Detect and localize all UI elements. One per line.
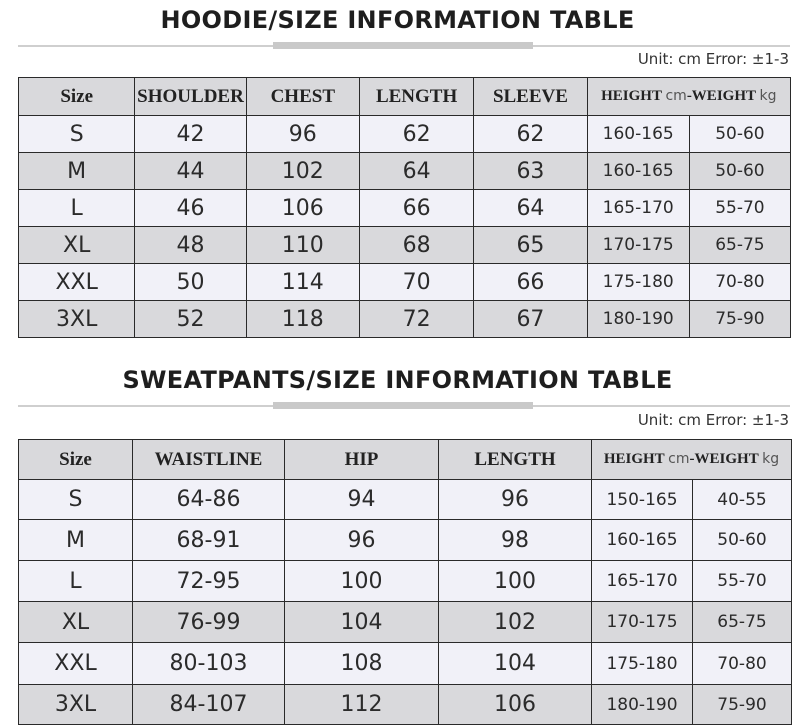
cell-hip: 94 [285, 480, 439, 520]
table-row [19, 227, 791, 264]
header-shoulder: SHOULDER [135, 78, 246, 116]
cell-weight: 70-80 [689, 264, 790, 301]
cell-shoulder: 52 [135, 301, 246, 338]
table-row [19, 190, 791, 227]
cell-height: 160-165 [587, 116, 689, 153]
cell-hip: 112 [285, 685, 439, 725]
cell-weight: 75-90 [689, 301, 790, 338]
cell-size: S [19, 116, 135, 153]
cell-size: M [19, 520, 133, 561]
cell-size: L [19, 190, 135, 227]
header-size: Size [19, 440, 133, 480]
cell-hip: 108 [285, 643, 439, 685]
cell-height: 175-180 [587, 264, 689, 301]
table-row [19, 643, 792, 685]
cell-hip: 96 [285, 520, 439, 561]
cell-weight: 65-75 [693, 602, 792, 643]
cell-sleeve: 66 [474, 264, 587, 301]
table-row [19, 301, 791, 338]
cell-length: 104 [439, 643, 592, 685]
cell-size: 3XL [19, 685, 133, 725]
sweatpants-title: SWEATPANTS/SIZE INFORMATION TABLE [122, 366, 673, 394]
cell-waistline: 64-86 [133, 480, 285, 520]
header-length: LENGTH [439, 440, 592, 480]
cell-length: 64 [359, 153, 473, 190]
cell-hip: 104 [285, 602, 439, 643]
header-weight-unit: kg [762, 451, 780, 467]
cell-weight: 75-90 [693, 685, 792, 725]
header-weight: -WEIGHT [686, 88, 756, 104]
sweatpants-header-row [19, 440, 792, 480]
header-weight: -WEIGHT [689, 451, 759, 467]
table-row [19, 561, 792, 602]
cell-height: 175-180 [592, 643, 693, 685]
hoodie-unit-note: Unit: cm Error: ±1-3 [637, 50, 789, 68]
header-waistline: WAISTLINE [133, 440, 285, 480]
cell-length: 102 [439, 602, 592, 643]
header-chest: CHEST [246, 78, 359, 116]
cell-length: 72 [359, 301, 473, 338]
cell-size: S [19, 480, 133, 520]
header-hip: HIP [285, 440, 439, 480]
header-size: Size [19, 78, 135, 116]
hoodie-title-accent [273, 42, 533, 49]
hoodie-header-row [19, 78, 791, 116]
table-row [19, 264, 791, 301]
sweatpants-size-table [18, 439, 792, 725]
cell-weight: 70-80 [693, 643, 792, 685]
cell-sleeve: 62 [474, 116, 587, 153]
table-row [19, 685, 792, 725]
cell-weight: 40-55 [693, 480, 792, 520]
cell-size: L [19, 561, 133, 602]
cell-waistline: 76-99 [133, 602, 285, 643]
cell-length: 62 [359, 116, 473, 153]
cell-chest: 106 [246, 190, 359, 227]
cell-hip: 100 [285, 561, 439, 602]
cell-chest: 110 [246, 227, 359, 264]
cell-size: XL [19, 602, 133, 643]
cell-weight: 50-60 [689, 116, 790, 153]
cell-length: 70 [359, 264, 473, 301]
header-height: HEIGHT [601, 88, 662, 104]
cell-size: 3XL [19, 301, 135, 338]
hoodie-title: HOODIE/SIZE INFORMATION TABLE [160, 6, 635, 34]
cell-size: M [19, 153, 135, 190]
cell-height: 170-175 [592, 602, 693, 643]
header-height-unit: cm [668, 451, 690, 467]
cell-shoulder: 44 [135, 153, 246, 190]
header-height-weight [592, 440, 792, 480]
sweatpants-unit-note: Unit: cm Error: ±1-3 [637, 411, 789, 429]
cell-weight: 65-75 [689, 227, 790, 264]
cell-shoulder: 48 [135, 227, 246, 264]
cell-length: 96 [439, 480, 592, 520]
cell-height: 160-165 [592, 520, 693, 561]
cell-shoulder: 42 [135, 116, 246, 153]
cell-size: XXL [19, 264, 135, 301]
cell-length: 68 [359, 227, 473, 264]
header-length: LENGTH [359, 78, 473, 116]
cell-length: 66 [359, 190, 473, 227]
cell-length: 100 [439, 561, 592, 602]
cell-height: 150-165 [592, 480, 693, 520]
cell-chest: 118 [246, 301, 359, 338]
cell-shoulder: 46 [135, 190, 246, 227]
table-row [19, 116, 791, 153]
header-height: HEIGHT [603, 451, 665, 467]
header-sleeve: SLEEVE [474, 78, 587, 116]
cell-waistline: 68-91 [133, 520, 285, 561]
header-height-unit: cm [665, 88, 687, 104]
cell-height: 165-170 [587, 190, 689, 227]
hoodie-size-table [18, 77, 791, 338]
cell-sleeve: 67 [474, 301, 587, 338]
table-row [19, 520, 792, 561]
cell-size: XL [19, 227, 135, 264]
table-row [19, 480, 792, 520]
cell-height: 180-190 [592, 685, 693, 725]
header-weight-unit: kg [759, 88, 777, 104]
cell-chest: 96 [246, 116, 359, 153]
cell-height: 180-190 [587, 301, 689, 338]
cell-weight: 50-60 [689, 153, 790, 190]
table-row [19, 153, 791, 190]
cell-waistline: 80-103 [133, 643, 285, 685]
cell-weight: 55-70 [689, 190, 790, 227]
cell-shoulder: 50 [135, 264, 246, 301]
cell-sleeve: 63 [474, 153, 587, 190]
cell-height: 160-165 [587, 153, 689, 190]
sweatpants-title-accent [273, 402, 533, 409]
cell-height: 170-175 [587, 227, 689, 264]
cell-weight: 50-60 [693, 520, 792, 561]
cell-sleeve: 65 [474, 227, 587, 264]
cell-size: XXL [19, 643, 133, 685]
cell-height: 165-170 [592, 561, 693, 602]
cell-chest: 114 [246, 264, 359, 301]
cell-sleeve: 64 [474, 190, 587, 227]
header-height-weight [587, 78, 790, 116]
cell-length: 106 [439, 685, 592, 725]
table-row [19, 602, 792, 643]
cell-length: 98 [439, 520, 592, 561]
cell-weight: 55-70 [693, 561, 792, 602]
cell-chest: 102 [246, 153, 359, 190]
cell-waistline: 84-107 [133, 685, 285, 725]
cell-waistline: 72-95 [133, 561, 285, 602]
